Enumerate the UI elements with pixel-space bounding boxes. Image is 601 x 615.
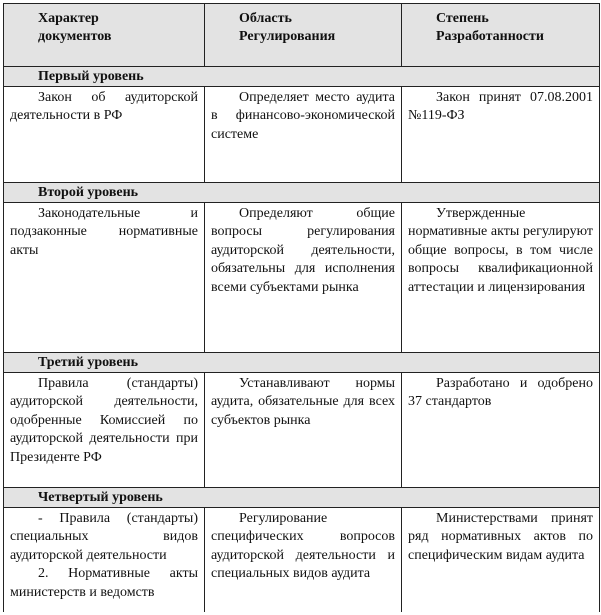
table-cell: Утвержденные нормативные акты регулируют общие вопросы, в том числе вопросы квалификационной аттестации и лицензирования <box>402 203 600 353</box>
header-text: Степень <box>436 11 489 26</box>
level-band: Четвертый уровень <box>4 488 600 508</box>
table-cell: Правила (стандарты) аудиторской деятельности, одобренные Комиссией по аудиторской деятельности при Президенте РФ <box>4 373 205 488</box>
header-text: Разработанности <box>436 29 544 45</box>
header-text: Область <box>239 11 292 26</box>
header-text: Характер <box>38 11 99 26</box>
table-cell <box>4 508 205 612</box>
header-cell-regulation-area <box>205 4 402 67</box>
header-text: документов <box>38 29 112 45</box>
header-cell-development-degree <box>402 4 600 67</box>
list-item: 2. Нормативные акты министерств и ведомств <box>10 566 198 600</box>
level-band: Первый уровень <box>4 67 600 87</box>
header-text: Регулирования <box>239 29 336 45</box>
level-band: Третий уровень <box>4 353 600 373</box>
level-band: Второй уровень <box>4 183 600 203</box>
table-cell: Определяет место аудита в финансово-экономической системе <box>205 87 402 183</box>
table-cell: Регулирование специфических вопросов аудиторской деятельности и специальных видов аудита <box>205 508 402 612</box>
table-cell: Закон об аудиторской деятельности в РФ <box>4 87 205 183</box>
table-cell: Закон принят 07.08.2001 №119-ФЗ <box>402 87 600 183</box>
table-cell: Министерствами принят ряд нормативных актов по специфическим видам аудита <box>402 508 600 612</box>
table-cell: Разработано и одобрено 37 стандартов <box>402 373 600 488</box>
table-cell: Определяют общие вопросы регулирования аудиторской деятельности, обязательны для исполнения всеми субъектами рынка <box>205 203 402 353</box>
table-grid <box>3 3 600 612</box>
header-cell-document-type <box>4 4 205 67</box>
regulation-table <box>3 3 600 612</box>
list-item: - Правила (стандарты) специальных видов аудиторской деятельности <box>10 511 198 563</box>
table-cell: Устанавливают нормы аудита, обязательные для всех субъектов рынка <box>205 373 402 488</box>
table-cell: Законодательные и подзаконные нормативные акты <box>4 203 205 353</box>
